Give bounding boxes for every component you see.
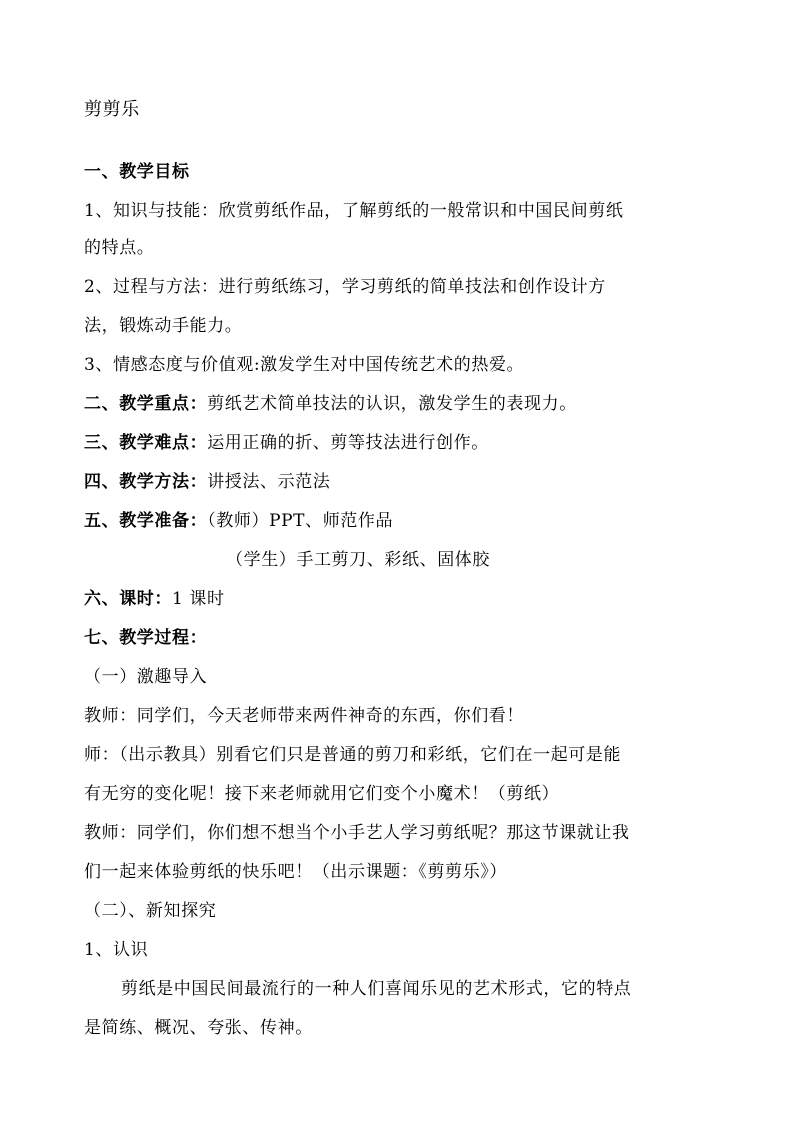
section-6-label: 六、课时： [84,589,172,609]
goal-2-line-2: 法，锻炼动手能力。 [84,316,243,336]
paragraph-3-line-1: 教师：同学们，你们想不想当个小手艺人学习剪纸呢？那这节课就让我 [84,823,630,843]
goal-3: 3、情感态度与价值观:激发学生对中国传统艺术的热爱。 [84,355,525,375]
part-2-heading: （二）、新知探究 [84,901,217,921]
section-3-text: 运用正确的折、剪等技法进行创作。 [207,433,489,453]
section-5-teacher: （教师）PPT、师范作品 [207,511,394,531]
paragraph-2-line-1: 师：（出示教具）别看它们只是普通的剪刀和彩纸，它们在一起可是能 [84,745,622,765]
goal-1-line-1: 1、知识与技能：欣赏剪纸作品，了解剪纸的一般常识和中国民间剪纸 [84,201,624,221]
section-5-student: （学生）手工剪刀、彩纸、固体胶 [226,550,490,570]
section-1-heading: 一、教学目标 [84,162,190,182]
section-6 [84,588,225,610]
section-2 [84,393,577,415]
part-1-heading: （一）激趣导入 [84,667,208,687]
section-5 [84,510,393,532]
paragraph-1: 教师：同学们，今天老师带来两件神奇的东西，你们看！ [84,706,524,726]
section-5-label: 五、教学准备： [84,511,208,531]
section-7-heading: 七、教学过程： [84,628,208,648]
document-title: 剪剪乐 [84,99,140,120]
sub-1-heading: 1、认识 [84,940,149,960]
section-4-label: 四、教学方法： [84,472,208,492]
sub-1-paragraph-line-1: 剪纸是中国民间最流行的一种人们喜闻乐见的艺术形式，它的特点 [121,979,632,999]
section-2-label: 二、教学重点： [84,394,208,414]
section-4-text: 讲授法、示范法 [207,472,331,492]
section-3-label: 三、教学难点： [84,433,208,453]
section-2-text: 剪纸艺术简单技法的认识，激发学生的表现力。 [207,394,577,414]
goal-1-line-2: 的特点。 [84,238,155,258]
goal-2-line-1: 2、过程与方法：进行剪纸练习，学习剪纸的简单技法和创作设计方 [84,277,606,297]
sub-1-paragraph-line-2: 是简练、概况、夸张、传神。 [84,1018,313,1038]
paragraph-3-line-2: 们一起来体验剪纸的快乐吧！（出示课题：《剪剪乐》） [84,862,507,882]
section-4 [84,471,330,493]
paragraph-2-line-2: 有无穷的变化呢！接下来老师就用它们变个小魔术！（剪纸） [84,784,560,804]
section-6-text: 1 课时 [172,589,225,609]
section-3 [84,432,489,454]
